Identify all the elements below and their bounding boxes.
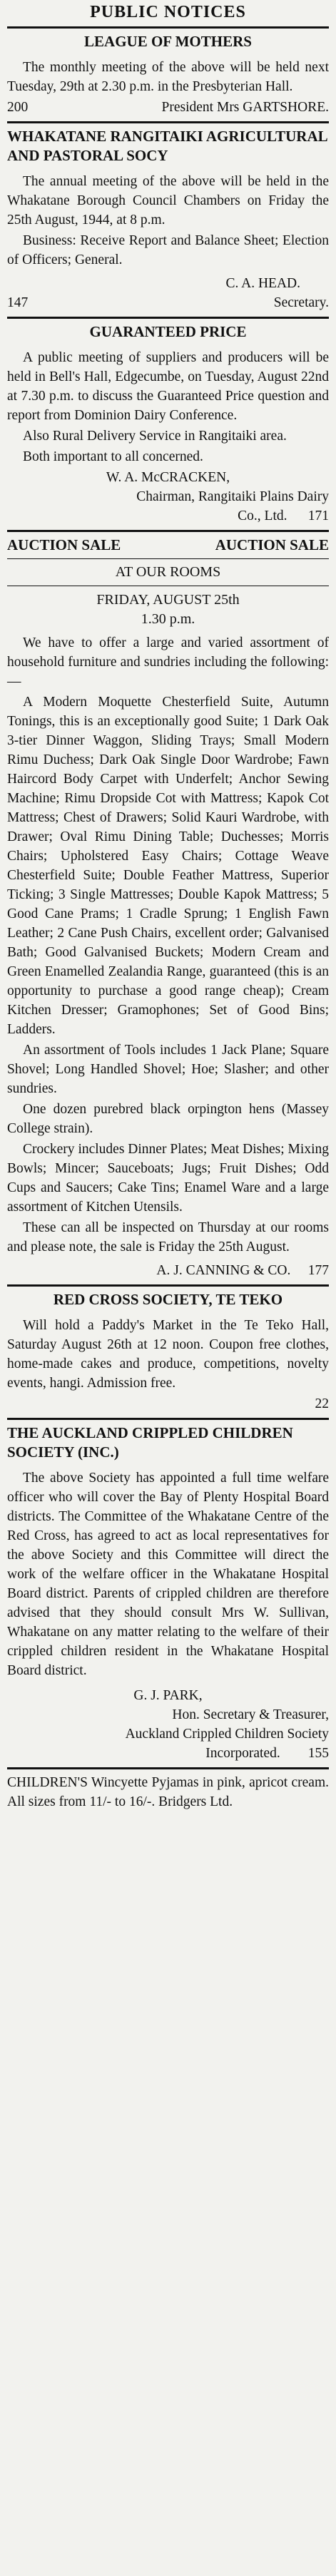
divider <box>7 26 329 29</box>
notice-red-cross <box>7 1290 329 1414</box>
notice-title: THE AUCKLAND CRIPPLED CHILDREN SOCIETY (INC.) <box>7 1424 293 1461</box>
auction-furniture: A Modern Moquette Chesterfield Suite, Autumn Tonings, this is an exceptionally good Suite; 1 Dark Oak 3-tier Dinner Waggon, Sliding Trays; Small Modern Rimu Duchess; Dark Oak Single Door Wardrobe; Fawn Haircord Body Carpet with Underfelt; Anchor Sewing Machine; Rimu Dropside Cot with Mattress; Kapok Cot Mattress; Chest of Drawers; Solid Kauri Wardrobe, with Drawer; Oval Rimu Dining Table; Duchesses; Morris Chairs; Upholstered Easy Chairs; Cottage Weave Chesterfield Suite; Double Feather Mattress, Superior Ticking; 3 Single Mattresses; Double Kapok Mattress; 5 Good Cane Prams; 1 Cradle Sprung; 1 English Fawn Leather; 2 Cane Push Chairs, excellent order; Galvanised Bath; Good Galvanised Buckets; Modern Cream and Green Enamelled Zealandia Range, guaranteed (this is an opportunity to purchase a good range cheap); Cream Kitchen Dresser; Gramophones; Set of Good Bins; Ladders. <box>7 695 329 1037</box>
notice-important: Both important to all concerned. <box>23 449 203 464</box>
auction-heading-left: AUCTION SALE <box>7 536 121 553</box>
signer-name: W. A. McCRACKEN, <box>106 470 230 485</box>
auction-date: FRIDAY, AUGUST 25th <box>96 592 240 608</box>
notice-title: GUARANTEED PRICE <box>89 322 247 340</box>
signer-name: C. A. HEAD. <box>225 275 300 291</box>
notice-auction-sale <box>7 536 329 1280</box>
public-notices-column <box>7 0 329 1811</box>
notice-league-of-mothers <box>7 32 329 117</box>
auction-time: 1.30 p.m. <box>141 611 195 627</box>
notice-footer <box>7 1261 329 1280</box>
signer-name: G. J. PARK, <box>133 1687 203 1703</box>
notice-ref: 22 <box>315 1396 329 1412</box>
divider <box>7 530 329 532</box>
notice-crippled-children <box>7 1424 329 1763</box>
notice-body: The annual meeting of the above will be held in the Whakatane Borough Council Chambers on Friday the 25th August, 1944, at 8 p.m. <box>7 173 329 228</box>
signer-role: Chairman, Rangitaiki Plains Dairy <box>136 489 329 504</box>
divider <box>7 558 329 559</box>
auction-inspect: These can all be inspected on Thursday at our rooms and please note, the sale is Friday the 25th August. <box>7 1220 329 1254</box>
signer-role: Hon. Secretary & Treasurer, <box>172 1707 329 1722</box>
notice-ref: 147 <box>7 295 29 310</box>
auction-heading <box>7 536 329 554</box>
notice-footer <box>7 98 329 117</box>
divider <box>7 1767 329 1769</box>
auction-venue: AT OUR ROOMS <box>115 564 221 580</box>
divider <box>7 317 329 319</box>
auction-crockery: Crockery includes Dinner Plates; Meat Dishes; Mixing Bowls; Mincer; Sauceboats; Jugs; Fruit Dishes; Odd Cups and Saucers; Cake Tins; Enamel Ware and a large assortment of Kitchen Utensils. <box>7 1142 329 1215</box>
notice-ref: 155 <box>307 1745 329 1761</box>
auction-tools: An assortment of Tools includes 1 Jack Plane; Square Shovel; Long Handled Shovel; Hoe; Slasher; and other sundries. <box>7 1043 329 1096</box>
notice-guaranteed-price <box>7 322 329 526</box>
notice-agricultural-society <box>7 127 329 312</box>
auction-hens: One dozen purebred black orpington hens (Massey College strain). <box>7 1102 329 1136</box>
notice-business: Business: Receive Report and Balance Sheet; Election of Officers; General. <box>7 232 329 267</box>
notice-body: The above Society has appointed a full time welfare officer who will cover the Bay of Plenty Hospital Board districts. The Committee of the Whakatane Centre of the Red Cross, has agreed to act as local representatives for the above Society and this Committee will direct the work of the welfare officer in the Whakatane Hospital Board district. Parents of crippled children are therefore advised that they should consult Mrs W. Sullivan, Whakatane on any matter relating to the welfare of their crippled children resident in the Whakatane Hospital Board district. <box>7 1470 329 1678</box>
notice-footer <box>7 293 329 312</box>
signer-org: Co., Ltd. <box>238 508 287 523</box>
notice-footer <box>7 1744 329 1763</box>
notice-body: A public meeting of suppliers and producers will be held in Bell's Hall, Edgecumbe, on Tuesday, August 22nd at 7.30 p.m. to discuss the Guaranteed Price question and report from Dominion Dairy Conference. <box>7 350 329 423</box>
auction-intro: We have to offer a large and varied assortment of household furniture and sundries including the following:— <box>7 635 329 689</box>
signer-org: Auckland Crippled Children Society <box>125 1726 329 1742</box>
divider <box>7 121 329 123</box>
notice-footer <box>7 506 329 526</box>
notice-title: WHAKATANE RANGITAIKI AGRICULTURAL AND PASTORAL SOCY <box>7 128 327 164</box>
notice-ref: 200 <box>7 100 29 116</box>
page-header: PUBLIC NOTICES <box>90 3 246 21</box>
notice-pyjamas <box>7 1773 329 1811</box>
divider <box>7 1418 329 1420</box>
pyjamas-text: CHILDREN'S Wincyette Pyjamas in pink, apricot cream. All sizes from 11/- to 16/-. Bridgers Ltd. <box>7 1774 329 1809</box>
notice-signature: President Mrs GARTSHORE. <box>161 100 329 116</box>
notice-body: The monthly meeting of the above will be held next Tuesday, 29th at 2.30 p.m. in the Presbyterian Hall. <box>7 60 329 95</box>
auction-signer: A. J. CANNING & CO. <box>156 1263 291 1278</box>
notice-body: Will hold a Paddy's Market in the Te Teko Hall, Saturday August 26th at 12 noon. Coupon free clothes, home-made cakes and produce, competitions, novelty events, hangi. Admission free. <box>7 1318 329 1391</box>
notice-ref: 171 <box>307 508 329 523</box>
notice-also: Also Rural Delivery Service in Rangitaiki area. <box>23 429 287 444</box>
divider <box>7 1284 329 1287</box>
auction-heading-right: AUCTION SALE <box>215 536 329 553</box>
signer-role: Secretary. <box>273 295 329 310</box>
notice-title: RED CROSS SOCIETY, TE TEKO <box>53 1291 283 1308</box>
notice-title: LEAGUE OF MOTHERS <box>84 33 252 50</box>
signer-inc: Incorporated. <box>205 1745 280 1761</box>
notice-ref: 177 <box>307 1263 329 1278</box>
